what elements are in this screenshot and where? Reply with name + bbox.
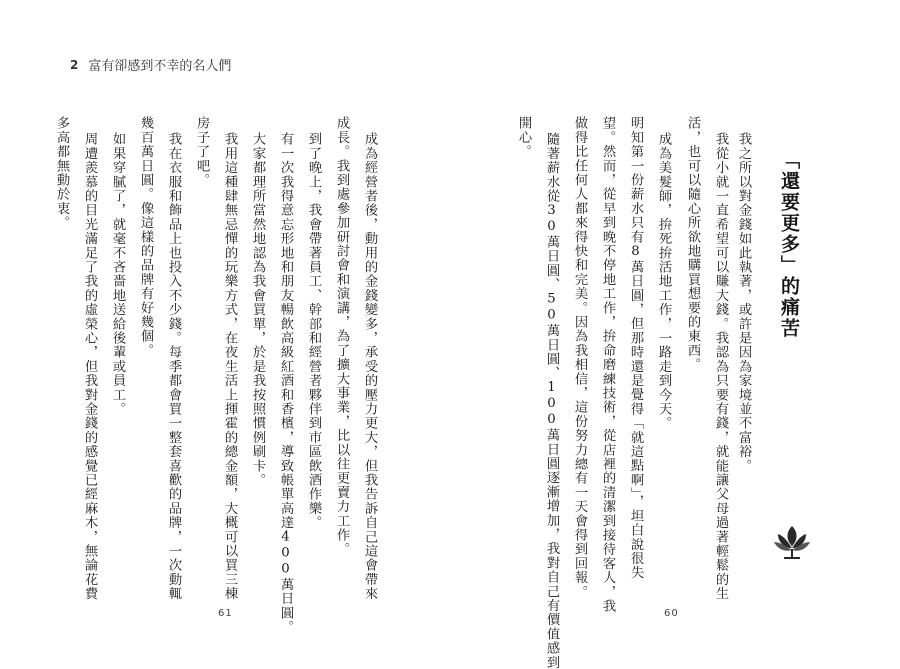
text-column: 有一次我得意忘形地和朋友暢飲高級紅酒和香檳，導致帳單高達400萬日圓。 <box>278 132 293 635</box>
text-column: 我之所以對金錢如此執著，或許是因為家境並不富裕。 <box>736 132 751 473</box>
text-column: 多高都無動於衷。 <box>54 116 69 230</box>
text-column: 望。然而，從早到晚不停地工作，拚命磨練技術，從店裡的清潔到接待客人，我 <box>600 116 615 613</box>
text-column: 成為美髮師，拚死拚活地工作，一路走到今天。 <box>656 132 671 431</box>
text-column: 大家都理所當然地認為我會買單，於是我按照慣例刷卡。 <box>250 132 265 487</box>
text-column: 我用這種肆無忌憚的玩樂方式，在夜生活上揮霍的總金額，大概可以買三棟 <box>222 132 237 601</box>
text-column: 如果穿膩了，就毫不吝嗇地送給後輩或員工。 <box>110 132 125 416</box>
page-number-left: 61 <box>218 608 233 619</box>
text-column: 開心。 <box>516 116 531 159</box>
page-number-right: 60 <box>664 608 679 619</box>
section-title: 「還要更多」的痛苦 <box>778 150 800 339</box>
text-column: 幾百萬日圓。像這樣的品牌有好幾個。 <box>138 116 153 358</box>
text-column: 做得比任何人都來得快和完美。因為我相信，這份努力總有一天會得到回報。 <box>572 116 587 599</box>
text-column: 到了晚上，我會帶著員工、幹部和經營者夥伴到市區飲酒作樂。 <box>306 132 321 530</box>
text-column: 明知第一份薪水只有8萬日圓，但那時還是覺得「就這點啊」，坦白說很失 <box>628 116 643 580</box>
text-column: 成為經營者後，動用的金錢變多，承受的壓力更大，但我告訴自己這會帶來 <box>362 132 377 601</box>
text-column: 活，也可以隨心所欲地購買想要的東西。 <box>685 116 700 372</box>
text-column: 周遭羨慕的目光滿足了我的虛榮心，但我對金錢的感覺已經麻木，無論花費 <box>82 132 97 601</box>
text-column: 我從小就一直希望可以賺大錢。我認為只要有錢，就能讓父母過著輕鬆的生 <box>713 132 728 601</box>
text-column: 我在衣服和飾品上也投入不少錢。每季都會買一整套喜歡的品牌，一次動輒 <box>166 132 181 601</box>
text-column: 隨著薪水從30萬日圓、50萬日圓、100萬日圓逐漸增加，我對自己有價值感到 <box>544 132 559 669</box>
text-column: 房子了吧。 <box>194 116 209 187</box>
lotus-ornament-icon <box>772 522 812 562</box>
chapter-title: 富有卻感到不幸的名人們 <box>88 59 232 74</box>
chapter-number: 2 <box>70 57 79 72</box>
text-column: 成長。我到處參加研討會和演講，為了擴大事業，比以往更賣力工作。 <box>334 116 349 557</box>
running-header <box>70 55 231 74</box>
